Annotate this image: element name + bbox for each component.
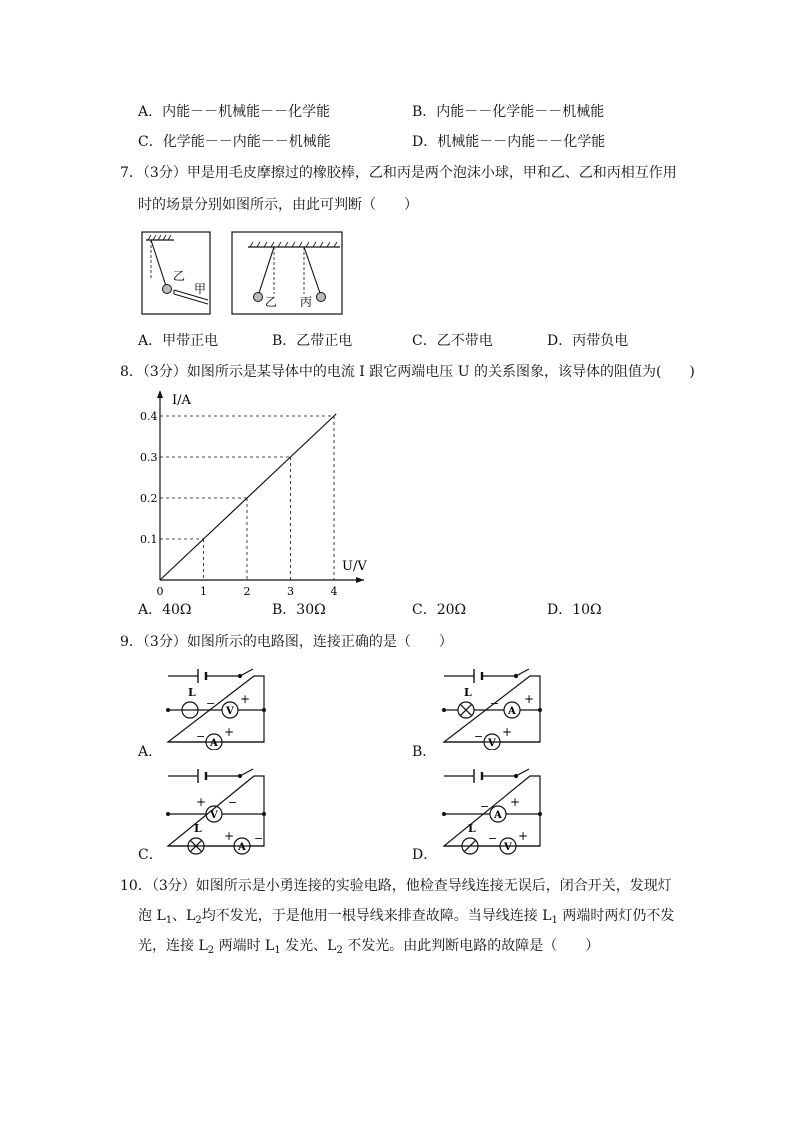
q10-stem-line3: [138, 936, 599, 961]
q9d-a-plus: +: [510, 795, 521, 809]
q7-ball-yi: [163, 285, 172, 294]
q10-l3-c: 发光、L: [280, 938, 337, 954]
q9d-ammeter-icon: A: [494, 810, 502, 821]
q9a-v-minus: −: [206, 697, 216, 710]
q9c-v-plus: +: [196, 795, 207, 809]
q7-fig2-ball-bing: [317, 293, 326, 302]
q9d-v-minus: −: [488, 832, 498, 845]
q9a-lamp-label: L: [188, 686, 196, 699]
q10-l2-a: 泡 L: [138, 908, 166, 924]
q6-option-d: D．机械能－－内能－－化学能: [412, 134, 606, 150]
q8-stem: 8．（3分）如图所示是某导体中的电流 I 跟它两端电压 U 的关系图象，该导体的阻值为( ): [120, 364, 695, 380]
q9d-a-minus: −: [480, 800, 490, 813]
q9b-a-plus: +: [524, 692, 535, 706]
q10-l2-d: 两端时两灯仍不发: [557, 908, 675, 924]
q9d-lamp-label: L: [468, 822, 476, 835]
y-axis-arrow: [157, 390, 163, 398]
q10-l2-b: 、L: [172, 908, 196, 924]
x-tick-label: 4: [330, 585, 338, 596]
q8-option-c: C．20Ω: [412, 602, 467, 618]
q9-circuit-b: [436, 660, 548, 750]
q9-label-c: C．: [138, 847, 163, 863]
q9c-a-minus: −: [254, 832, 264, 845]
q10-l2-s3: 1: [551, 915, 558, 926]
q7-label-yi: 乙: [173, 269, 186, 283]
q7-fig2-ceiling-hatch: [250, 242, 337, 247]
q7-label-bing: 丙: [300, 295, 313, 309]
y-tick-label: 0.4: [140, 410, 158, 423]
q10-stem-line1: 10．（3分）如图所示是小勇连接的实验电路，他检查导线连接无误后，闭合开关，发现灯: [120, 878, 672, 894]
q7-stem-line2: 时的场景分别如图所示，由此可判断（ ）: [138, 197, 418, 213]
q9a-a-minus: −: [196, 730, 206, 743]
series-line-extension: [334, 414, 336, 416]
x-tick-label: 3: [287, 585, 294, 596]
q8-option-d: D．10Ω: [547, 602, 602, 618]
q9d-v-plus: +: [518, 829, 529, 843]
x-tick-label: 1: [200, 585, 207, 596]
q9a-ammeter-icon: A: [210, 738, 218, 749]
x-axis-label: U/V: [342, 559, 367, 574]
q6-option-b: B．内能－－化学能－－机械能: [412, 104, 605, 120]
q9-label-d: D．: [412, 847, 438, 863]
q9-circuit-a: [160, 660, 272, 750]
q9b-a-minus: −: [490, 697, 500, 710]
x-axis-arrow: [356, 577, 364, 583]
q10-l3-s1: 2: [207, 945, 215, 956]
q8-option-a: A．40Ω: [138, 602, 192, 618]
q7-stem-line1: 7．（3分）甲是用毛皮摩擦过的橡胶棒，乙和丙是两个泡沫小球，甲和乙、乙和丙相互作用: [120, 165, 677, 181]
q10-stem-line2: [138, 906, 674, 931]
q7-label-yi2: 乙: [265, 295, 278, 309]
q8-option-b: B．30Ω: [272, 602, 326, 618]
q9b-v-minus: −: [474, 730, 484, 743]
q9a-v-plus: +: [240, 692, 251, 706]
q6-option-a: A．内能－－机械能－－化学能: [138, 104, 331, 120]
q10-l3-a: 光，连接 L: [138, 938, 208, 954]
q6-option-c: C．化学能－－内能－－机械能: [138, 134, 331, 150]
q9c-v-minus: −: [228, 796, 238, 809]
y-tick-label: 0.2: [140, 492, 158, 505]
q8-chart: [140, 386, 390, 596]
y-tick-label: 0.1: [140, 533, 158, 546]
q9c-lamp-label: L: [194, 822, 202, 835]
y-tick-label: 0.3: [140, 451, 158, 464]
q7-option-a: A．甲带正电: [138, 333, 219, 349]
q7-option-d: D．丙带负电: [547, 333, 629, 349]
q9d-voltmeter-icon: V: [504, 842, 512, 853]
q9b-ammeter-icon: A: [508, 706, 516, 717]
q10-l2-c: 均不发光，于是他用一根导线来排查故障。当导线连接 L: [201, 908, 552, 924]
q9c-a-plus: +: [224, 829, 235, 843]
q9-circuit-c: [160, 762, 272, 858]
q10-l3-s2: 1: [274, 945, 281, 956]
q7-fig1-string: [151, 240, 166, 286]
q10-l2-s2: 2: [195, 915, 202, 926]
q9a-voltmeter-icon: V: [226, 706, 234, 717]
q9b-voltmeter-icon: V: [488, 738, 496, 749]
q10-l3-d: 不发光。由此判断电路的故障是（ ）: [342, 938, 600, 954]
y-axis-label: I/A: [172, 393, 191, 408]
q9-label-b: B．: [412, 744, 437, 760]
q9-stem: 9．（3分）如图所示的电路图，连接正确的是（ ）: [120, 634, 453, 650]
q7-fig1-ceiling-hatch: [148, 235, 171, 240]
q9b-lamp-label: L: [464, 686, 472, 699]
x-tick-label: 2: [243, 585, 251, 596]
q7-option-c: C．乙不带电: [412, 333, 493, 349]
q7-option-b: B．乙带正电: [272, 333, 353, 349]
x-tick-label: 0: [156, 585, 164, 596]
q7-figure: [140, 230, 350, 318]
q10-l3-b: 两端时 L: [214, 938, 275, 954]
q9c-ammeter-icon: A: [238, 842, 246, 853]
q10-l2-s1: 1: [165, 915, 173, 926]
q7-label-jia: 甲: [194, 282, 207, 296]
q7-fig2-ball-yi: [254, 293, 263, 302]
q9b-v-plus: +: [502, 725, 513, 739]
q9-circuit-d: [436, 762, 548, 858]
q10-l3-s3: 2: [336, 945, 343, 956]
q9c-voltmeter-icon: V: [210, 810, 218, 821]
q9-label-a: A．: [138, 744, 163, 760]
q9a-a-plus: +: [224, 725, 235, 739]
